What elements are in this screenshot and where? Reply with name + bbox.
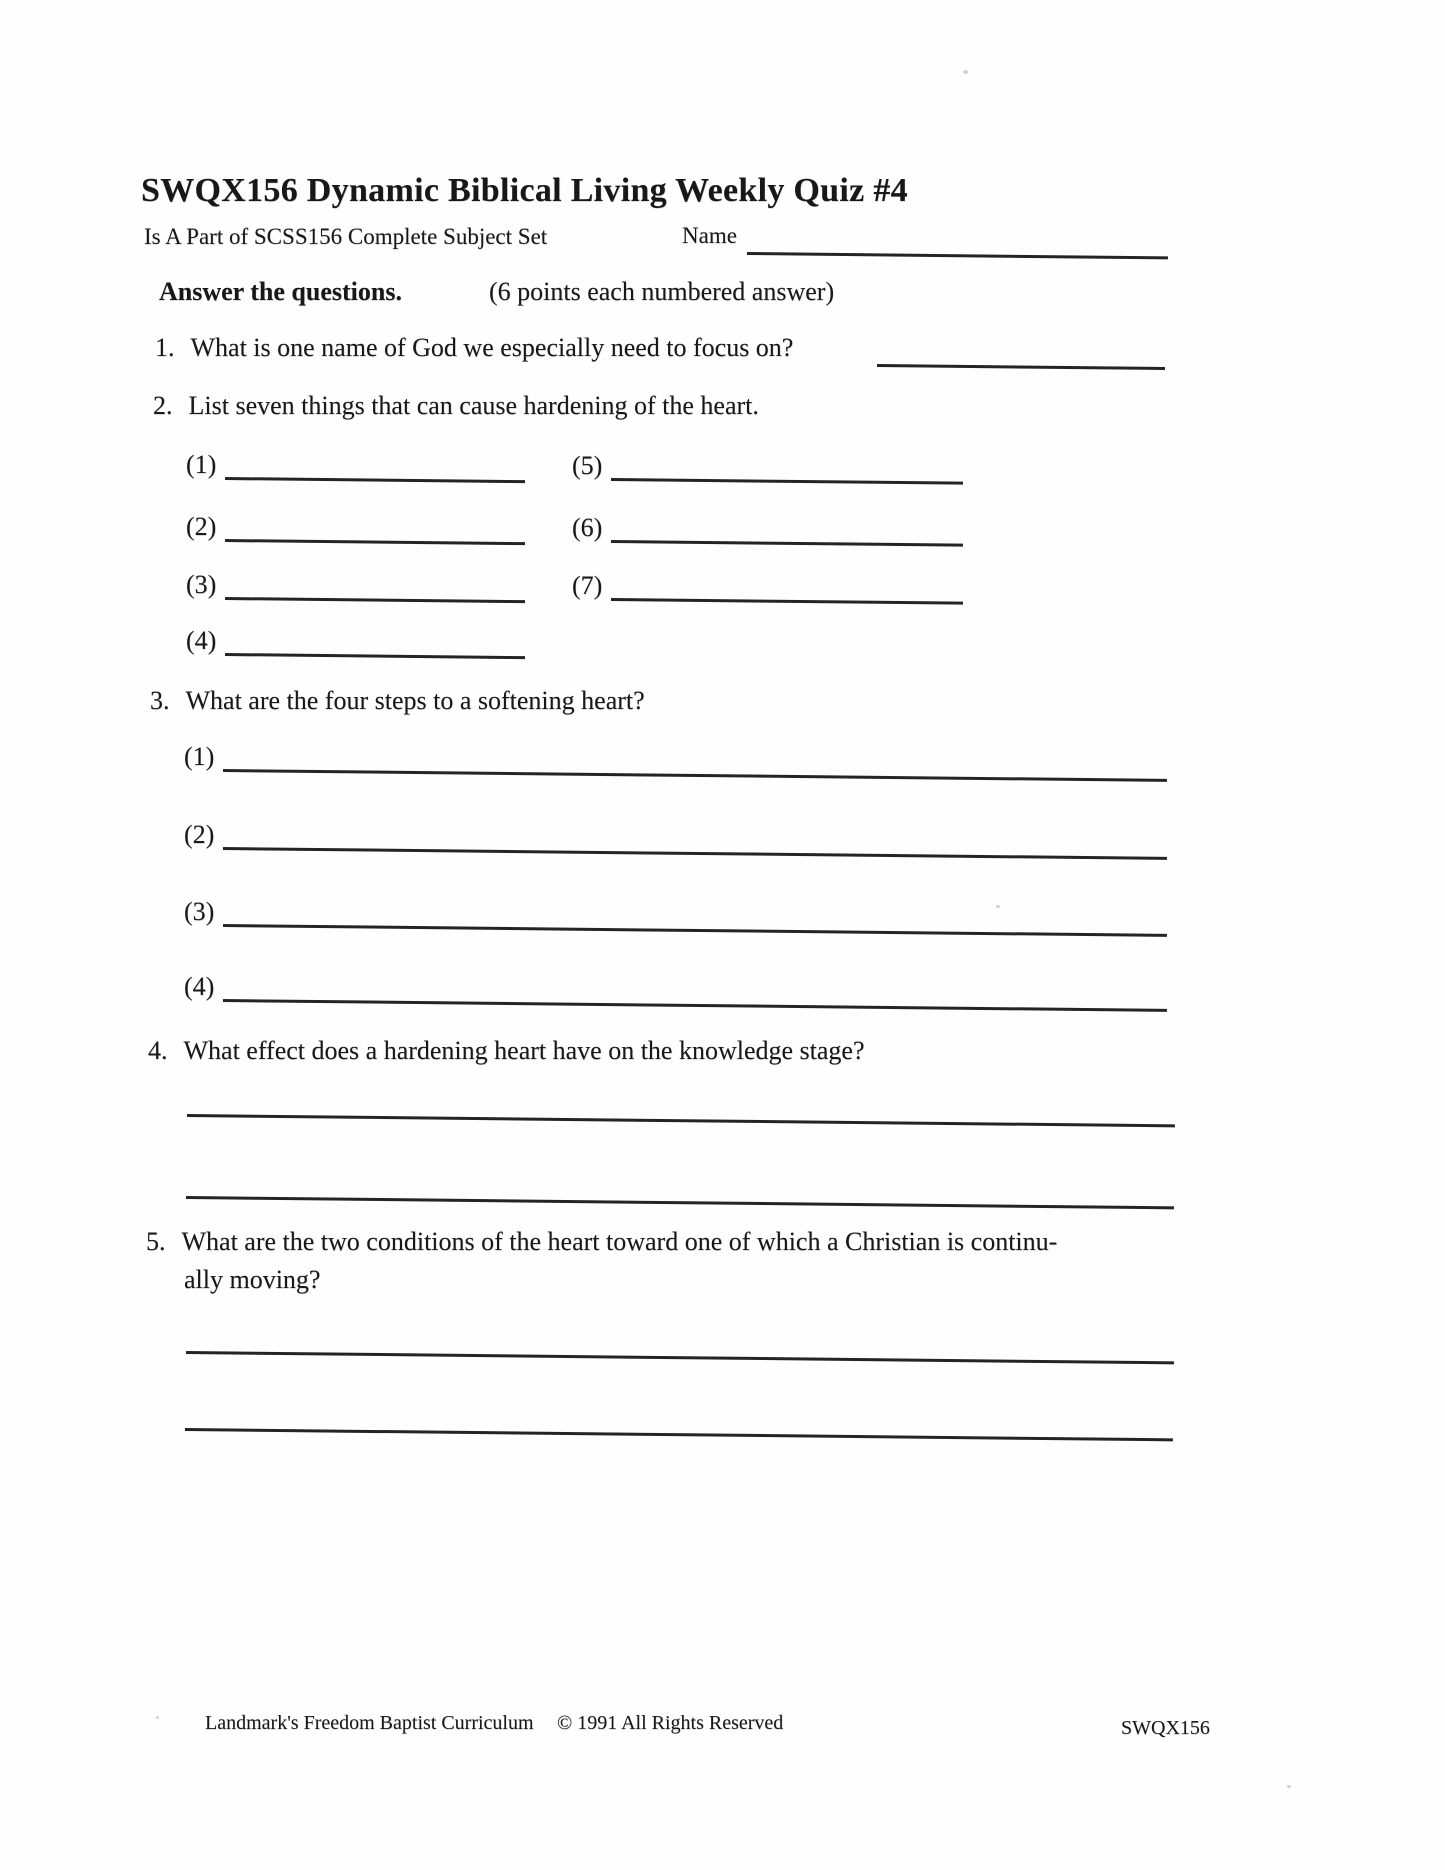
q2-blank-row-7: [572, 571, 963, 601]
q3-blank-label-4: (4): [184, 972, 215, 1001]
scan-speck: [1287, 1785, 1291, 1788]
q2-blank-row-2: [186, 512, 525, 542]
question-5-number: 5.: [146, 1227, 166, 1256]
q5-answer-line-2[interactable]: [185, 1428, 1173, 1441]
scan-speck: [996, 905, 1000, 908]
q3-blank-row-1: [184, 742, 1167, 772]
q4-answer-line-2[interactable]: [186, 1196, 1174, 1209]
q3-blank-row-3: [184, 897, 1167, 927]
question-3-text: What are the four steps to a softening heart?: [185, 686, 645, 715]
footer-copyright: © 1991 All Rights Reserved: [557, 1712, 784, 1734]
question-2-text: List seven things that can cause hardening of the heart.: [188, 391, 759, 420]
subtitle: Is A Part of SCSS156 Complete Subject Set: [144, 224, 548, 249]
question-1-number: 1.: [155, 333, 175, 362]
q1-answer-line[interactable]: [877, 364, 1165, 370]
q3-answer-line-3[interactable]: [223, 924, 1167, 937]
q3-answer-line-4[interactable]: [223, 999, 1167, 1012]
name-input-line[interactable]: [747, 252, 1168, 259]
q2-blank-label-2: (2): [186, 512, 217, 541]
question-4-number: 4.: [148, 1036, 168, 1065]
q3-answer-line-2[interactable]: [223, 847, 1167, 860]
q3-blank-label-1: (1): [184, 742, 215, 771]
q2-blank-row-1: [186, 450, 525, 480]
name-label: Name: [682, 223, 737, 248]
question-3: [150, 686, 645, 716]
q5-answer-line-1[interactable]: [186, 1351, 1174, 1364]
question-5-text-line1: What are the two conditions of the heart toward one of which a Christian is continu-: [181, 1227, 1058, 1256]
q2-answer-line-5[interactable]: [611, 478, 963, 485]
q2-blank-label-5: (5): [572, 451, 603, 480]
scan-speck: [963, 70, 968, 74]
question-5-continued: [184, 1265, 320, 1295]
q3-blank-row-4: [184, 972, 1167, 1002]
q2-answer-line-2[interactable]: [225, 539, 525, 545]
question-2-number: 2.: [153, 391, 173, 420]
q2-answer-line-3[interactable]: [225, 597, 525, 603]
points-note: (6 points each numbered answer): [489, 277, 835, 306]
q2-answer-line-4[interactable]: [225, 653, 525, 659]
q4-answer-line-1[interactable]: [187, 1114, 1175, 1127]
question-5: [146, 1227, 1057, 1257]
page-title: SWQX156 Dynamic Biblical Living Weekly Quiz #4: [141, 172, 908, 209]
q2-blank-row-4: [186, 626, 525, 656]
q2-blank-row-5: [572, 451, 963, 481]
question-3-number: 3.: [150, 686, 170, 715]
question-5-text-line2: ally moving?: [184, 1265, 321, 1294]
q2-blank-label-6: (6): [572, 513, 603, 542]
q3-answer-line-1[interactable]: [223, 769, 1167, 782]
q2-answer-line-7[interactable]: [611, 598, 963, 605]
question-2: [153, 391, 759, 421]
q2-blank-row-6: [572, 513, 963, 543]
q2-blank-label-3: (3): [186, 570, 217, 599]
question-4: [148, 1036, 865, 1066]
q2-blank-row-3: [186, 570, 525, 600]
question-1-text: What is one name of God we especially need to focus on?: [190, 333, 794, 362]
instructions-heading: Answer the questions.: [159, 277, 402, 306]
footer-code: SWQX156: [1121, 1717, 1210, 1739]
q2-blank-label-1: (1): [186, 450, 217, 479]
footer-publisher: Landmark's Freedom Baptist Curriculum: [205, 1712, 534, 1734]
question-1: [155, 333, 793, 363]
q3-blank-row-2: [184, 820, 1167, 850]
q2-answer-line-6[interactable]: [611, 540, 963, 547]
q3-blank-label-2: (2): [184, 820, 215, 849]
question-4-text: What effect does a hardening heart have on the knowledge stage?: [183, 1036, 865, 1065]
q2-blank-label-4: (4): [186, 626, 217, 655]
q2-blank-label-7: (7): [572, 571, 603, 600]
q2-answer-line-1[interactable]: [225, 477, 525, 483]
q3-blank-label-3: (3): [184, 897, 215, 926]
scan-speck: [156, 1716, 159, 1719]
